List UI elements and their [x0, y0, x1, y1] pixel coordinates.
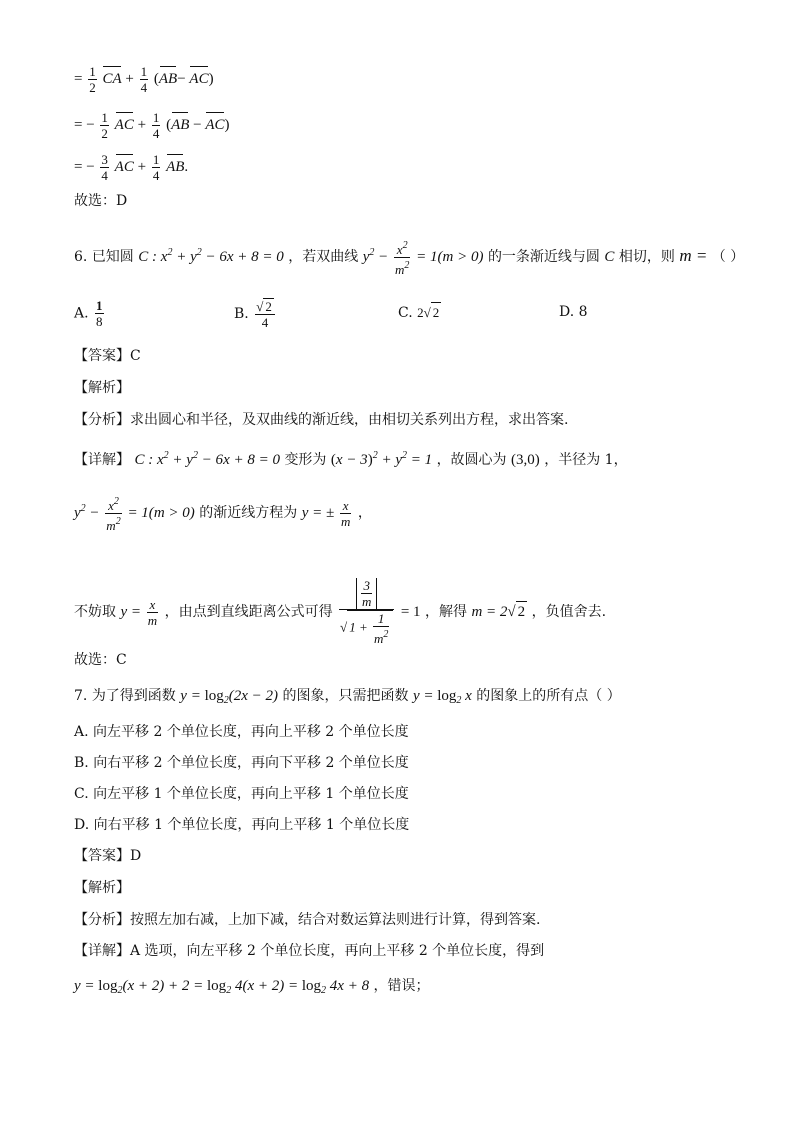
- q6-option-c: C. 2√ 2: [398, 302, 441, 323]
- q6-option-d: D. 8: [559, 304, 588, 320]
- q6-analysis: 【解析】: [74, 380, 130, 396]
- q7-fenxi: 【分析】按照左加右减，上加下减，结合对数运算法则进行计算，得到答案.: [74, 912, 541, 928]
- eq-line-1: = $\frac{1}{2}$ CA + $\frac{1}{4}$ (AB− AC): [74, 64, 214, 95]
- q6-options: [74, 298, 714, 338]
- q7-detail-eq: $y = \log_2(x + 2) + 2 = \log_2 4(x + 2) = \log_2 4x + 8$ ，错误；: [74, 978, 430, 996]
- q7-analysis: 【解析】: [74, 880, 130, 896]
- choose-d: 故选：D: [74, 193, 128, 209]
- q7-answer: 【答案】D: [74, 848, 142, 864]
- eq-line-2: = − $\frac{1}{2}$ AC + $\frac{1}{4}$ (AB − AC): [74, 110, 230, 141]
- q6-text: 已知圆: [91, 248, 134, 265]
- question-6: 6. 已知圆 C : $x^2 + y^2 - 6x + 8 = 0$ ，若双曲线 $y^2$ − $\frac{x^2}{m^2}$ = 1(m > 0) 的一条渐近线与圆 C 相切，则 m = （ ）: [74, 240, 745, 277]
- q6-fenxi: 【分析】求出圆心和半径，及双曲线的渐近线，由相切关系列出方程，求出答案.: [74, 412, 569, 428]
- q6-choose: 故选：C: [74, 652, 127, 668]
- eq-line-3: = − $\frac{3}{4}$ AC + $\frac{1}{4}$ AB.: [74, 152, 189, 183]
- q7-option-a: A. 向左平移 2 个单位长度，再向上平移 2 个单位长度: [74, 724, 409, 740]
- q6-detail-1: 【详解】 C : $x^2 + y^2 - 6x + 8 = 0$ 变形为 $(x - 3)^2 + y^2 = 1$ ，故圆心为 (3,0) ，半径为 1，: [74, 450, 628, 468]
- question-7: 7. 为了得到函数 $y = \log_2(2x - 2)$ 的图象，只需把函数 $y = \log_2 x$ 的图象上的所有点（ ）: [74, 688, 621, 706]
- q7-option-d: D. 向右平移 1 个单位长度，再向上平移 1 个单位长度: [74, 817, 410, 833]
- q6-answer: 【答案】C: [74, 348, 141, 364]
- q6-detail-2: $y^2$ − $\frac{x^2}{m^2}$ = 1(m > 0) 的渐近线方程为 y = ± $\frac{x}{m}$ ，: [74, 496, 372, 533]
- q7-option-b: B. 向右平移 2 个单位长度，再向下平移 2 个单位长度: [74, 755, 409, 771]
- q6-number: 6.: [74, 248, 88, 265]
- q7-detail: 【详解】A 选项，向左平移 2 个单位长度，再向上平移 2 个单位长度，得到: [74, 943, 545, 959]
- q6-option-a: A. $\frac{1}{8}$: [74, 298, 103, 329]
- q6-detail-3: 不妨取 y = $\frac{x}{m}$ ，由点到直线距离公式可得 $\frac{3}{m}$ √ 1 + $\frac{1}{m^2}$ = 1 ，解得 m = 2√ 2 ，负值舍去.: [74, 578, 607, 646]
- q6-option-b: B. $\frac{√ 2}{4}$: [234, 298, 277, 330]
- q7-option-c: C. 向左平移 1 个单位长度，再向上平移 1 个单位长度: [74, 786, 409, 802]
